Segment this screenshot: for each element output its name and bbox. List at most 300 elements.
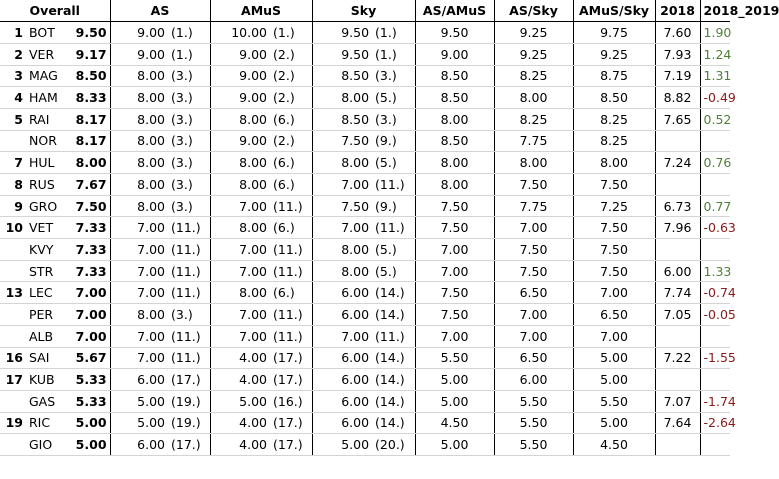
cell-as: 7.00	[110, 260, 168, 282]
cell-sky: 8.00	[312, 87, 372, 109]
cell-rank	[0, 130, 26, 152]
cell-as-sky: 6.00	[494, 369, 573, 391]
cell-amus-sky: 5.00	[573, 347, 655, 369]
cell-y2018: 6.73	[655, 195, 700, 217]
cell-amus: 8.00	[210, 174, 270, 196]
cell-as-sky: 9.25	[494, 43, 573, 65]
cell-as-sky: 7.50	[494, 239, 573, 261]
cell-rank: 7	[0, 152, 26, 174]
cell-avg: 7.33	[72, 239, 110, 261]
cell-sky-pos: (14.)	[372, 347, 415, 369]
cell-as-pos: (19.)	[168, 390, 210, 412]
cell-amus-sky: 5.00	[573, 369, 655, 391]
cell-amus: 9.00	[210, 130, 270, 152]
cell-amus-pos: (17.)	[270, 412, 312, 434]
cell-rank	[0, 325, 26, 347]
cell-rank	[0, 434, 26, 456]
cell-amus-sky: 6.50	[573, 304, 655, 326]
cell-driver: KVY	[26, 239, 72, 261]
cell-rank: 16	[0, 347, 26, 369]
cell-y2018: 7.60	[655, 22, 700, 44]
cell-avg: 8.50	[72, 65, 110, 87]
cell-as: 7.00	[110, 282, 168, 304]
cell-y2018: 7.65	[655, 108, 700, 130]
cell-as-amus: 9.50	[415, 22, 494, 44]
cell-amus: 5.00	[210, 390, 270, 412]
cell-as-amus: 8.00	[415, 152, 494, 174]
table-row	[0, 412, 730, 434]
cell-as-amus: 7.50	[415, 304, 494, 326]
cell-amus-pos: (6.)	[270, 217, 312, 239]
cell-amus-sky: 8.00	[573, 152, 655, 174]
cell-avg: 7.00	[72, 304, 110, 326]
cell-y2018: 7.19	[655, 65, 700, 87]
cell-sky: 9.50	[312, 43, 372, 65]
table-row	[0, 282, 730, 304]
cell-sky: 8.50	[312, 65, 372, 87]
cell-as-sky: 5.50	[494, 390, 573, 412]
cell-sky: 7.50	[312, 195, 372, 217]
cell-sky: 6.00	[312, 412, 372, 434]
cell-sky: 7.00	[312, 174, 372, 196]
cell-rank	[0, 304, 26, 326]
cell-sky: 6.00	[312, 282, 372, 304]
cell-sky: 6.00	[312, 304, 372, 326]
cell-as-amus: 7.50	[415, 217, 494, 239]
cell-amus: 7.00	[210, 195, 270, 217]
cell-rank: 8	[0, 174, 26, 196]
cell-as-amus: 8.50	[415, 87, 494, 109]
cell-as-sky: 5.50	[494, 434, 573, 456]
cell-amus-sky: 5.00	[573, 412, 655, 434]
cell-driver: GIO	[26, 434, 72, 456]
cell-sky: 8.00	[312, 260, 372, 282]
cell-diff: -0.49	[700, 87, 730, 109]
cell-as: 8.00	[110, 174, 168, 196]
cell-y2018	[655, 239, 700, 261]
cell-driver: HUL	[26, 152, 72, 174]
cell-sky: 6.00	[312, 369, 372, 391]
table-row	[0, 217, 730, 239]
cell-sky-pos: (3.)	[372, 65, 415, 87]
cell-as-amus: 8.00	[415, 174, 494, 196]
cell-as-pos: (1.)	[168, 43, 210, 65]
cell-as-sky: 7.50	[494, 174, 573, 196]
cell-as: 8.00	[110, 304, 168, 326]
header-sky: Sky	[312, 0, 415, 22]
cell-diff: -1.74	[700, 390, 730, 412]
cell-as-sky: 6.50	[494, 282, 573, 304]
cell-y2018: 7.05	[655, 304, 700, 326]
header-as: AS	[110, 0, 210, 22]
cell-avg: 8.17	[72, 108, 110, 130]
cell-amus-pos: (17.)	[270, 434, 312, 456]
cell-amus-pos: (6.)	[270, 108, 312, 130]
header-as-sky: AS/Sky	[494, 0, 573, 22]
cell-driver: RAI	[26, 108, 72, 130]
cell-avg: 7.00	[72, 325, 110, 347]
table-row	[0, 174, 730, 196]
cell-y2018: 7.74	[655, 282, 700, 304]
cell-amus: 7.00	[210, 239, 270, 261]
table-row	[0, 390, 730, 412]
cell-amus-pos: (6.)	[270, 174, 312, 196]
table-row	[0, 369, 730, 391]
header-amus-sky: AMuS/Sky	[573, 0, 655, 22]
cell-as-pos: (17.)	[168, 434, 210, 456]
cell-as-pos: (11.)	[168, 239, 210, 261]
cell-sky-pos: (3.)	[372, 108, 415, 130]
cell-sky: 9.50	[312, 22, 372, 44]
cell-amus-pos: (17.)	[270, 369, 312, 391]
header-2018: 2018	[655, 0, 700, 22]
cell-sky-pos: (14.)	[372, 369, 415, 391]
cell-as-pos: (11.)	[168, 282, 210, 304]
cell-driver: BOT	[26, 22, 72, 44]
cell-sky-pos: (14.)	[372, 412, 415, 434]
cell-sky: 8.50	[312, 108, 372, 130]
header-overall: Overall	[0, 0, 110, 22]
cell-driver: STR	[26, 260, 72, 282]
cell-amus: 8.00	[210, 108, 270, 130]
cell-rank	[0, 390, 26, 412]
cell-amus-sky: 9.25	[573, 43, 655, 65]
cell-as-amus: 5.50	[415, 347, 494, 369]
cell-diff	[700, 369, 730, 391]
cell-as-pos: (11.)	[168, 347, 210, 369]
cell-as: 5.00	[110, 412, 168, 434]
cell-y2018: 8.82	[655, 87, 700, 109]
cell-rank: 9	[0, 195, 26, 217]
cell-sky-pos: (11.)	[372, 174, 415, 196]
cell-sky-pos: (5.)	[372, 152, 415, 174]
cell-diff: -2.64	[700, 412, 730, 434]
cell-as-amus: 7.00	[415, 239, 494, 261]
cell-sky-pos: (20.)	[372, 434, 415, 456]
cell-driver: GRO	[26, 195, 72, 217]
cell-amus-pos: (11.)	[270, 325, 312, 347]
cell-amus-sky: 7.50	[573, 174, 655, 196]
cell-as-amus: 5.00	[415, 369, 494, 391]
cell-rank: 3	[0, 65, 26, 87]
cell-diff	[700, 239, 730, 261]
cell-as-amus: 7.00	[415, 325, 494, 347]
cell-driver: SAI	[26, 347, 72, 369]
cell-as: 5.00	[110, 390, 168, 412]
cell-as: 8.00	[110, 152, 168, 174]
cell-as-sky: 7.00	[494, 325, 573, 347]
cell-y2018: 7.22	[655, 347, 700, 369]
cell-amus-pos: (11.)	[270, 260, 312, 282]
cell-as-pos: (3.)	[168, 195, 210, 217]
cell-amus: 9.00	[210, 65, 270, 87]
cell-y2018: 7.64	[655, 412, 700, 434]
cell-driver: RUS	[26, 174, 72, 196]
cell-sky-pos: (5.)	[372, 87, 415, 109]
cell-diff: 1.90	[700, 22, 730, 44]
cell-amus-sky: 7.50	[573, 239, 655, 261]
cell-avg: 7.50	[72, 195, 110, 217]
cell-diff	[700, 130, 730, 152]
cell-sky: 6.00	[312, 390, 372, 412]
cell-avg: 5.00	[72, 434, 110, 456]
cell-sky-pos: (14.)	[372, 390, 415, 412]
header-as-amus: AS/AMuS	[415, 0, 494, 22]
cell-as-amus: 7.00	[415, 260, 494, 282]
cell-amus-sky: 5.50	[573, 390, 655, 412]
cell-as: 8.00	[110, 65, 168, 87]
cell-sky-pos: (5.)	[372, 260, 415, 282]
cell-y2018	[655, 369, 700, 391]
cell-sky-pos: (11.)	[372, 325, 415, 347]
cell-amus: 10.00	[210, 22, 270, 44]
cell-as: 8.00	[110, 130, 168, 152]
cell-as-sky: 8.00	[494, 152, 573, 174]
cell-avg: 5.67	[72, 347, 110, 369]
cell-amus-pos: (2.)	[270, 65, 312, 87]
cell-diff	[700, 325, 730, 347]
cell-amus-pos: (2.)	[270, 130, 312, 152]
cell-as-amus: 7.50	[415, 195, 494, 217]
cell-as-pos: (11.)	[168, 260, 210, 282]
table-row	[0, 434, 730, 456]
table-row	[0, 152, 730, 174]
cell-sky-pos: (9.)	[372, 195, 415, 217]
cell-driver: RIC	[26, 412, 72, 434]
cell-diff	[700, 434, 730, 456]
cell-sky: 8.00	[312, 239, 372, 261]
cell-rank	[0, 239, 26, 261]
cell-amus: 9.00	[210, 87, 270, 109]
table-row	[0, 130, 730, 152]
cell-diff: -1.55	[700, 347, 730, 369]
cell-avg: 8.00	[72, 152, 110, 174]
table-row	[0, 87, 730, 109]
cell-as-pos: (17.)	[168, 369, 210, 391]
cell-rank: 17	[0, 369, 26, 391]
cell-amus-sky: 7.00	[573, 282, 655, 304]
cell-rank: 10	[0, 217, 26, 239]
cell-as-sky: 8.25	[494, 65, 573, 87]
cell-amus-sky: 7.00	[573, 325, 655, 347]
cell-amus-sky: 7.25	[573, 195, 655, 217]
cell-amus-sky: 4.50	[573, 434, 655, 456]
cell-as-pos: (3.)	[168, 304, 210, 326]
cell-amus: 7.00	[210, 304, 270, 326]
cell-as-sky: 8.25	[494, 108, 573, 130]
cell-rank: 1	[0, 22, 26, 44]
cell-as-amus: 4.50	[415, 412, 494, 434]
cell-amus-pos: (2.)	[270, 87, 312, 109]
cell-avg: 5.00	[72, 412, 110, 434]
cell-driver: GAS	[26, 390, 72, 412]
table-row	[0, 325, 730, 347]
cell-amus: 8.00	[210, 152, 270, 174]
cell-rank: 19	[0, 412, 26, 434]
cell-as: 9.00	[110, 22, 168, 44]
cell-amus: 8.00	[210, 217, 270, 239]
cell-rank: 2	[0, 43, 26, 65]
table-row	[0, 108, 730, 130]
cell-as-sky: 7.00	[494, 304, 573, 326]
table-body	[0, 22, 736, 456]
cell-amus-pos: (6.)	[270, 152, 312, 174]
cell-amus: 7.00	[210, 260, 270, 282]
cell-driver: NOR	[26, 130, 72, 152]
cell-driver: LEC	[26, 282, 72, 304]
cell-amus-sky: 7.50	[573, 217, 655, 239]
cell-driver: VET	[26, 217, 72, 239]
cell-driver: VER	[26, 43, 72, 65]
table-row	[0, 65, 730, 87]
cell-as-pos: (11.)	[168, 217, 210, 239]
cell-diff: -0.05	[700, 304, 730, 326]
cell-as: 7.00	[110, 325, 168, 347]
cell-as-pos: (3.)	[168, 152, 210, 174]
cell-amus: 4.00	[210, 434, 270, 456]
cell-sky-pos: (1.)	[372, 43, 415, 65]
table-row	[0, 43, 730, 65]
table-row	[0, 260, 730, 282]
cell-sky: 8.00	[312, 152, 372, 174]
cell-avg: 7.33	[72, 217, 110, 239]
cell-diff: 0.77	[700, 195, 730, 217]
cell-as: 8.00	[110, 108, 168, 130]
cell-sky-pos: (1.)	[372, 22, 415, 44]
header-2018-2019: 2018_2019	[700, 0, 730, 22]
cell-as: 8.00	[110, 87, 168, 109]
cell-diff: 1.31	[700, 65, 730, 87]
cell-as-amus: 5.00	[415, 434, 494, 456]
cell-as-sky: 7.75	[494, 195, 573, 217]
cell-amus-pos: (1.)	[270, 22, 312, 44]
cell-sky: 7.50	[312, 130, 372, 152]
cell-amus: 4.00	[210, 347, 270, 369]
cell-amus-sky: 8.50	[573, 87, 655, 109]
cell-driver: PER	[26, 304, 72, 326]
cell-amus-sky: 8.75	[573, 65, 655, 87]
cell-driver: ALB	[26, 325, 72, 347]
cell-as-amus: 5.00	[415, 390, 494, 412]
header-row	[0, 0, 730, 22]
table-row	[0, 195, 730, 217]
cell-avg: 7.67	[72, 174, 110, 196]
cell-as-amus: 8.00	[415, 108, 494, 130]
cell-sky-pos: (5.)	[372, 239, 415, 261]
cell-amus: 9.00	[210, 43, 270, 65]
cell-amus: 4.00	[210, 369, 270, 391]
cell-y2018	[655, 325, 700, 347]
cell-driver: KUB	[26, 369, 72, 391]
cell-amus-sky: 7.50	[573, 260, 655, 282]
cell-amus-sky: 8.25	[573, 108, 655, 130]
cell-rank: 4	[0, 87, 26, 109]
cell-amus: 8.00	[210, 282, 270, 304]
cell-as-amus: 8.50	[415, 65, 494, 87]
cell-as: 9.00	[110, 43, 168, 65]
cell-y2018: 7.24	[655, 152, 700, 174]
cell-as-sky: 7.75	[494, 130, 573, 152]
cell-amus-pos: (11.)	[270, 195, 312, 217]
cell-y2018: 6.00	[655, 260, 700, 282]
cell-sky-pos: (14.)	[372, 304, 415, 326]
table-row	[0, 304, 730, 326]
cell-amus-sky: 9.75	[573, 22, 655, 44]
cell-amus-pos: (17.)	[270, 347, 312, 369]
cell-avg: 8.17	[72, 130, 110, 152]
cell-rank	[0, 260, 26, 282]
cell-amus-pos: (2.)	[270, 43, 312, 65]
cell-as: 7.00	[110, 217, 168, 239]
cell-as-pos: (3.)	[168, 108, 210, 130]
cell-as-amus: 9.00	[415, 43, 494, 65]
cell-avg: 5.33	[72, 390, 110, 412]
cell-y2018: 7.96	[655, 217, 700, 239]
cell-avg: 7.33	[72, 260, 110, 282]
cell-y2018	[655, 174, 700, 196]
cell-sky: 5.00	[312, 434, 372, 456]
cell-avg: 7.00	[72, 282, 110, 304]
cell-as-pos: (19.)	[168, 412, 210, 434]
cell-as-sky: 6.50	[494, 347, 573, 369]
cell-diff: -0.63	[700, 217, 730, 239]
cell-diff: 1.24	[700, 43, 730, 65]
cell-as-pos: (11.)	[168, 325, 210, 347]
cell-as: 6.00	[110, 434, 168, 456]
cell-as: 6.00	[110, 369, 168, 391]
header-amus: AMuS	[210, 0, 312, 22]
cell-avg: 5.33	[72, 369, 110, 391]
cell-diff: -0.74	[700, 282, 730, 304]
cell-avg: 9.50	[72, 22, 110, 44]
cell-amus: 4.00	[210, 412, 270, 434]
cell-diff: 0.76	[700, 152, 730, 174]
cell-diff: 1.33	[700, 260, 730, 282]
cell-amus-pos: (11.)	[270, 239, 312, 261]
cell-y2018: 7.93	[655, 43, 700, 65]
cell-as: 7.00	[110, 347, 168, 369]
cell-as: 7.00	[110, 239, 168, 261]
cell-as-pos: (3.)	[168, 65, 210, 87]
cell-amus: 7.00	[210, 325, 270, 347]
cell-as-amus: 7.50	[415, 282, 494, 304]
cell-as-pos: (3.)	[168, 87, 210, 109]
cell-as-pos: (3.)	[168, 130, 210, 152]
cell-amus-pos: (11.)	[270, 304, 312, 326]
cell-y2018	[655, 130, 700, 152]
cell-as-pos: (3.)	[168, 174, 210, 196]
cell-avg: 9.17	[72, 43, 110, 65]
cell-diff	[700, 174, 730, 196]
table-row	[0, 22, 730, 44]
cell-as-sky: 5.50	[494, 412, 573, 434]
cell-sky: 7.00	[312, 217, 372, 239]
cell-sky-pos: (14.)	[372, 282, 415, 304]
cell-as-sky: 7.50	[494, 260, 573, 282]
table-row	[0, 239, 730, 261]
cell-driver: MAG	[26, 65, 72, 87]
cell-y2018	[655, 434, 700, 456]
cell-rank: 13	[0, 282, 26, 304]
cell-as-pos: (1.)	[168, 22, 210, 44]
cell-driver: HAM	[26, 87, 72, 109]
cell-y2018: 7.07	[655, 390, 700, 412]
cell-diff: 0.52	[700, 108, 730, 130]
cell-as-sky: 9.25	[494, 22, 573, 44]
cell-amus-sky: 8.25	[573, 130, 655, 152]
cell-as-amus: 8.50	[415, 130, 494, 152]
cell-sky-pos: (11.)	[372, 217, 415, 239]
